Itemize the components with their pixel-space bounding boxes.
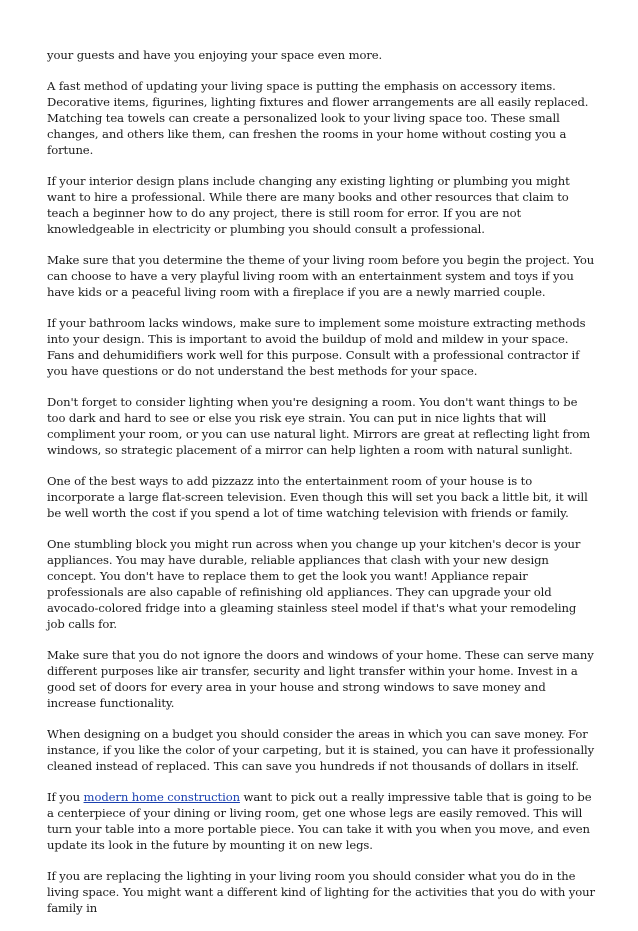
paragraph-with-link xyxy=(47,789,595,853)
paragraph: your guests and have you enjoying your space even more. xyxy=(47,48,383,62)
paragraph: If your interior design plans include changing any existing lighting or plumbing you might want to hire a professional. While there are many books and other resources that claim to teach a beginner how to do any project, there is still room for error. If you are not knowledgeable in electricity or plumbing you should consult a professional. xyxy=(47,174,570,236)
link-paragraph-after: want to pick out a really impressive table that is going to be a centerpiece of your dining or living room, get one whose legs are easily removed. This will turn your table into a more portable piece. You can take it with you when you move, and even update its look in the future by mounting it on new legs. xyxy=(47,790,592,852)
paragraph: Don't forget to consider lighting when you're designing a room. You don't want things to be too dark and hard to see or else you risk eye strain. You can put in nice lights that will compliment your room, or you can use natural light. Mirrors are great at reflecting light from windows, so strategic placement of a mirror can help lighten a room with natural sunlight. xyxy=(47,395,591,457)
paragraph: If your bathroom lacks windows, make sure to implement some moisture extracting methods into your design. This is important to avoid the buildup of mold and mildew in your space. Fans and dehumidifiers work well for this purpose. Consult with a professional contractor if you have questions or do not understand the best methods for your space. xyxy=(47,316,586,378)
link-paragraph-before: If you xyxy=(47,790,84,804)
paragraph: Make sure that you do not ignore the doors and windows of your home. These can serve many different purposes like air transfer, security and light transfer within your home. Invest in a good set of doors for every area in your house and strong windows to save money and increase functionality. xyxy=(47,648,594,710)
paragraph: A fast method of updating your living space is putting the emphasis on accessory items. Decorative items, figurines, lighting fixtures and flower arrangements are all easily replaced. Matching tea towels can create a personalized look to your living space too. These small changes, and others like them, can freshen the rooms in your home without costing you a fortune. xyxy=(47,79,589,157)
paragraph: One of the best ways to add pizzazz into the entertainment room of your house is to incorporate a large flat-screen television. Even though this will set you back a little bit, it will be well worth the cost if you spend a lot of time watching television with friends or family. xyxy=(47,474,588,520)
document-page xyxy=(47,47,595,931)
paragraph: If you are replacing the lighting in your living room you should consider what you do in the living space. You might want a different kind of lighting for the activities that you do with your family in xyxy=(47,869,595,915)
paragraph: When designing on a budget you should consider the areas in which you can save money. For instance, if you like the color of your carpeting, but it is stained, you can have it professionally cleaned instead of replaced. This can save you hundreds if not thousands of dollars in itself. xyxy=(47,727,595,773)
paragraph: One stumbling block you might run across when you change up your kitchen's decor is your appliances. You may have durable, reliable appliances that clash with your new design concept. You don't have to replace them to get the look you want! Appliance repair professionals are also capable of refinishing old appliances. They can upgrade your old avocado-colored fridge into a gleaming stainless steel model if that's what your remodeling job calls for. xyxy=(47,537,581,631)
paragraph: Make sure that you determine the theme of your living room before you begin the project. You can choose to have a very playful living room with an entertainment system and toys if you have kids or a peaceful living room with a fireplace if you are a newly married couple. xyxy=(47,253,595,299)
modern-home-construction-link[interactable]: modern home construction xyxy=(83,790,240,804)
